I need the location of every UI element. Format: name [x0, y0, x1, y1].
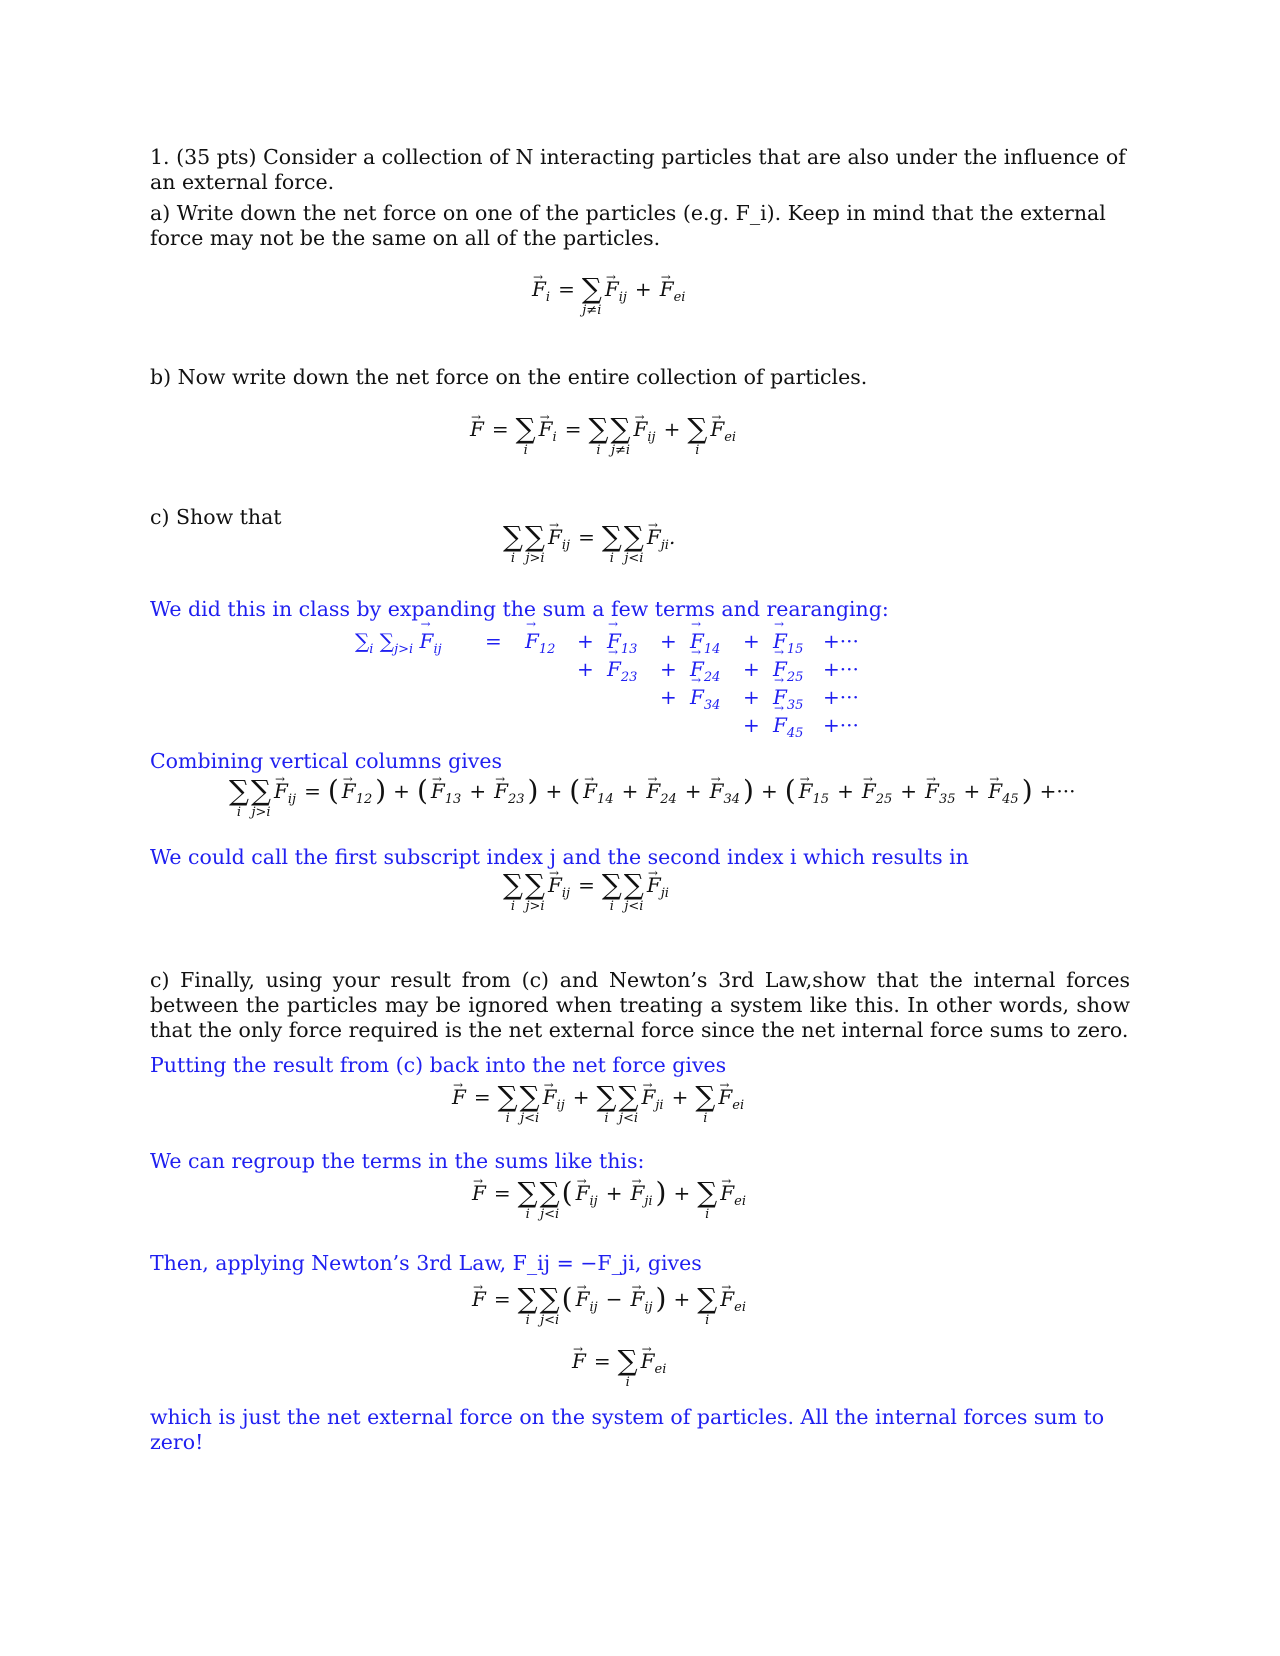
equation-a: → $F_i$ = ∑ j≠i → $F_{ij}$ + → $F_{ei}$ — [150, 275, 1130, 335]
solution-s1: We did this in class by expanding the sum a few terms and rearanging: — [150, 597, 889, 621]
solution-s7: which is just the net external force on the system of particles. All the internal forces sum to zero! — [150, 1405, 1105, 1454]
equation-b: → F = ∑ i → $F_i$ = ∑ i ∑ j≠i → $F_{ij}$ + ∑ i → $F_{ei}$ — [150, 415, 1130, 475]
equation-net-force: → F = ∑ i ∑ j<i → $F_{ij}$ + ∑ i ∑ j<i → $F_{ji}$ + ∑ i → $F_{ei}$ — [150, 1083, 1130, 1143]
equation-relabel: ∑ i ∑ j>i → $F_{ij}$ = ∑ i ∑ j<i → $F_{ji}$ — [150, 871, 1130, 931]
equation-c: ∑ i ∑ j>i → $F_{ij}$ = ∑ i ∑ j<i → $F_{ji}$. — [150, 523, 1130, 583]
part-c-text: c) Show that — [150, 505, 282, 529]
equation-combined: ∑ i ∑ j>i → $F_{ij}$ = ( → $F_{12}$ ) + ( → $F_{13}$ + → $F_{23}$ ) + ( → $F_{14}$ + → $F_{24}$ + → $F_{34}$ ) + ( → $F_{15}$ + → $F_{25}$ + → $F_{35}$ + → $F_{45}$ ) +··· — [150, 777, 1130, 837]
solution-s3: We could call the first subscript index j and the second index i which results in — [150, 845, 969, 869]
equation-final: → F = ∑ i → $F_{ei}$ — [150, 1347, 1130, 1407]
equation-newton: → F = ∑ i ∑ j<i ( → $F_{ij}$ − → $F_{ij}$ ) + ∑ i → $F_{ei}$ — [150, 1285, 1130, 1345]
solution-s6: Then, applying Newton’s 3rd Law, F_ij = −F_ji, gives — [150, 1251, 702, 1275]
problem-intro: 1. (35 pts) Consider a collection of N interacting particles that are also under the influence of an external force. — [150, 145, 1126, 194]
part-b-text: b) Now write down the net force on the entire collection of particles. — [150, 365, 868, 389]
solution-s5: We can regroup the terms in the sums like this: — [150, 1149, 645, 1173]
equation-regroup: → F = ∑ i ∑ j<i ( → $F_{ij}$ + → $F_{ji}$ ) + ∑ i → $F_{ei}$ — [150, 1179, 1130, 1239]
solution-s2: Combining vertical columns gives — [150, 749, 503, 773]
part-c2-text: c) Finally, using your result from (c) and Newton’s 3rd Law,show that the internal forces between the particles may be ignored when treating a system like this. In other words, show that the only force required is the net external force since the net internal force sums to zero. — [150, 968, 1130, 1042]
expansion-array: $\sum_i$ $\sum_{j>i} \to F_{ij}$ = → $F_{12}$ + → $F_{13}$ + → $F_{14}$ + → $F_{15}$ +··· + → $F_{23}$ + → $F_{24}$ + → $F_{25}$ +··· + → $F_{34}$ + → $F_{35}$ +··· + → $F_{45}$ +··· — [150, 629, 1130, 741]
part-a-text: a) Write down the net force on one of the particles (e.g. F_i). Keep in mind that the external force may not be the same on all of the particles. — [150, 201, 1106, 250]
solution-s4: Putting the result from (c) back into the net force gives — [150, 1053, 727, 1077]
